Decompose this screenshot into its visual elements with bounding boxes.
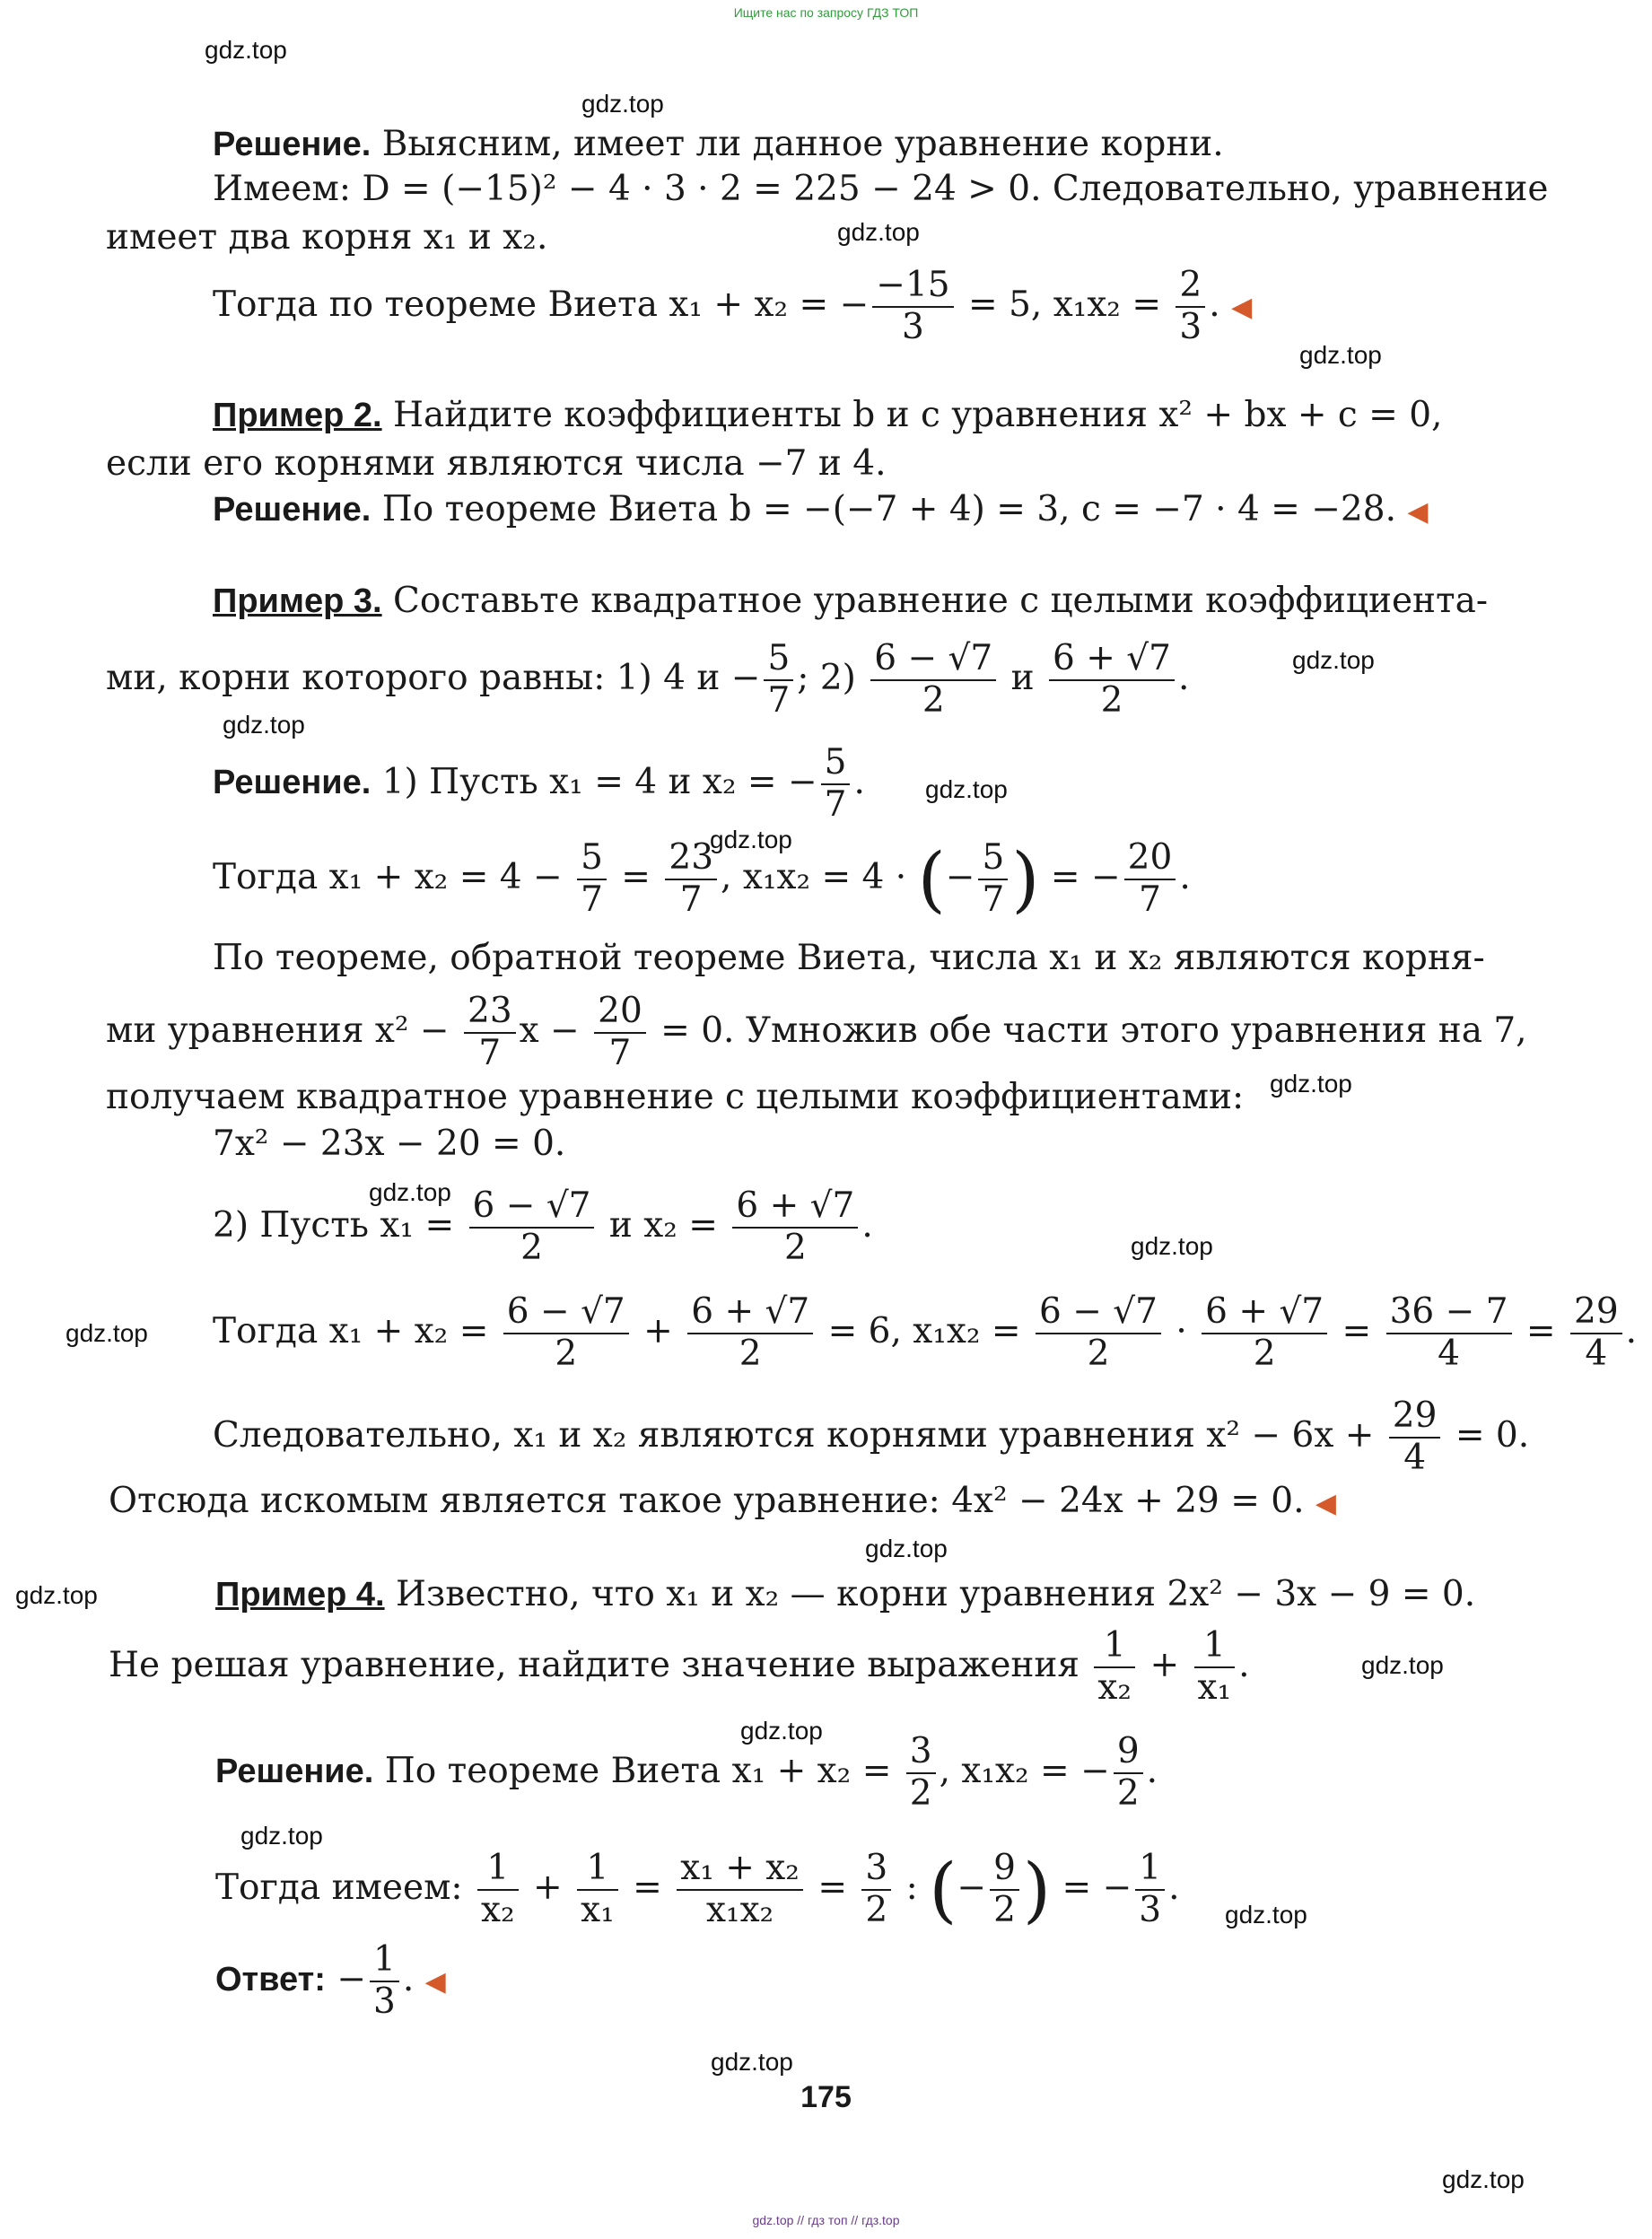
text: Выясним, имеет ли данное уравнение корни.	[371, 124, 1224, 164]
watermark: gdz.top	[1131, 1232, 1213, 1260]
watermark: gdz.top	[581, 90, 664, 118]
example-4-line: Пример 4. Известно, что x₁ и x₂ — корни уравнения 2x² − 3x − 9 = 0.	[215, 1574, 1476, 1614]
header-note: Ищите нас по запросу ГДЗ ТОП	[733, 5, 919, 20]
formula-line: ми, корни которого равны: 1) 4 и − $\frac{5}{7}$ ; 2) $\frac{6 - √7}{2}$ и $\frac{6 + √7}{2}$ .	[106, 638, 1190, 721]
page-number: 175	[800, 2080, 852, 2114]
fraction: $\frac{-15}{3}$	[872, 266, 953, 348]
solution-label: Решение.	[213, 126, 371, 163]
fraction: $\frac{6 + √7}{2}$	[1049, 639, 1175, 722]
watermark: gdz.top	[240, 1822, 323, 1850]
text-line: Отсюда искомым является такое уравнение: 4x² − 24x + 29 = 0. ◀	[109, 1481, 1336, 1521]
fraction: $\frac{36 - 7}{4}$	[1386, 1292, 1512, 1375]
solution-line: Решение. По теореме Виета x₁ + x₂ = $\frac{3}{2}$ , x₁x₂ = − $\frac{9}{2}$ .	[215, 1731, 1158, 1814]
watermark: gdz.top	[369, 1178, 451, 1206]
fraction: $\frac{2}{3}$	[1176, 266, 1205, 348]
formula-line: Тогда имеем: $\frac{1}{\text{x₂}}$ + $\frac{1}{\text{x₁}}$ = $\frac{\text{x₁ + x₂}}{\text{x₁x₂}}$ = $\frac{3}{2}$ : (− $\frac{9}{2}$ ) = − $\frac{1}{3}$ .	[215, 1848, 1180, 1931]
fraction: $\frac{1}{\text{x₂}}$	[477, 1849, 519, 1931]
fraction: $\frac{6 - √7}{2}$	[503, 1292, 629, 1375]
fraction: $\frac{23}{7}$	[464, 992, 516, 1074]
watermark: gdz.top	[740, 1717, 823, 1745]
solution-line: Решение. 1) Пусть x₁ = 4 и x₂ = − $\frac{5}{7}$ .	[213, 742, 865, 825]
watermark: gdz.top	[1442, 2165, 1525, 2193]
text-line: получаем квадратное уравнение с целыми коэффициентами:	[106, 1077, 1245, 1117]
answer-label: Ответ:	[215, 1960, 326, 1998]
watermark: gdz.top	[1299, 341, 1382, 369]
fraction: $\frac{23}{7}$	[665, 838, 717, 921]
watermark: gdz.top	[1292, 646, 1375, 674]
formula-line: Не решая уравнение, найдите значение выражения $\frac{1}{\text{x₂}}$ + $\frac{1}{\text{x₁}}$ .	[109, 1625, 1250, 1708]
fraction: $\frac{6 + √7}{2}$	[732, 1186, 858, 1269]
answer-line: Ответ: − $\frac{1}{3}$ . ◀	[215, 1939, 446, 2022]
text-line: если его корнями являются числа −7 и 4.	[106, 443, 887, 484]
solution-line: Решение. По теореме Виета b = −(−7 + 4) = 3, c = −7 · 4 = −28. ◀	[213, 489, 1429, 529]
example-2-line: Пример 2. Найдите коэффициенты b и c уравнения x² + bx + c = 0,	[213, 395, 1443, 435]
watermark: gdz.top	[1361, 1651, 1444, 1679]
watermark: gdz.top	[205, 36, 287, 64]
text-line: По теореме, обратной теореме Виета, числа x₁ и x₂ являются корня-	[213, 938, 1485, 978]
example-3-line: Пример 3. Составьте квадратное уравнение с целыми коэффициента-	[213, 581, 1489, 621]
fraction: $\frac{9}{2}$	[1114, 1732, 1143, 1815]
end-marker-icon: ◀	[1315, 1488, 1336, 1519]
formula-line: 2) Пусть x₁ = $\frac{6 - √7}{2}$ и x₂ = $\frac{6 + √7}{2}$ .	[213, 1185, 873, 1268]
fraction: $\frac{5}{7}$	[978, 838, 1008, 921]
text-line: имеет два корня x₁ и x₂.	[106, 217, 548, 258]
text-line: Имеем: D = (−15)² − 4 · 3 · 2 = 225 − 24 > 0. Следовательно, уравнение	[213, 169, 1549, 209]
text-line: 7x² − 23x − 20 = 0.	[213, 1124, 566, 1164]
fraction: $\frac{5}{7}$	[764, 639, 793, 722]
fraction: $\frac{20}{7}$	[594, 992, 646, 1074]
formula-line: Следовательно, x₁ и x₂ являются корнями уравнения x² − 6x + $\frac{29}{4}$ = 0.	[213, 1395, 1530, 1478]
fraction: $\frac{6 + √7}{2}$	[687, 1292, 813, 1375]
fraction: $\frac{6 - √7}{2}$	[1036, 1292, 1161, 1375]
fraction: $\frac{6 - √7}{2}$	[469, 1186, 595, 1269]
fraction: $\frac{1}{\text{x₁}}$	[1194, 1626, 1236, 1709]
watermark: gdz.top	[710, 826, 792, 853]
watermark: gdz.top	[865, 1535, 948, 1562]
end-marker-icon: ◀	[1231, 291, 1253, 323]
fraction: $\frac{1}{3}$	[1135, 1849, 1165, 1931]
fraction: $\frac{20}{7}$	[1124, 838, 1176, 921]
fraction: $\frac{1}{\text{x₁}}$	[577, 1849, 618, 1931]
fraction: $\frac{\text{x₁ + x₂}}{\text{x₁x₂}}$	[677, 1849, 803, 1931]
end-marker-icon: ◀	[424, 1965, 446, 1998]
example-label: Пример 2.	[213, 397, 382, 434]
fraction: $\frac{5}{7}$	[821, 743, 851, 826]
fraction: $\frac{29}{4}$	[1570, 1292, 1622, 1375]
formula-line: ми уравнения x² − $\frac{23}{7}$ x − $\frac{20}{7}$ = 0. Умножив обе части этого уравнения на 7,	[106, 991, 1527, 1073]
fraction: $\frac{3}{2}$	[861, 1849, 891, 1931]
watermark: gdz.top	[1270, 1070, 1352, 1098]
formula-line: Тогда x₁ + x₂ = $\frac{6 - √7}{2}$ + $\frac{6 + √7}{2}$ = 6, x₁x₂ = $\frac{6 - √7}{2}$ · $\frac{6 + √7}{2}$ = $\frac{36 - 7}{4}$ = $\frac{29}{4}$ .	[213, 1291, 1638, 1374]
fraction: $\frac{29}{4}$	[1389, 1396, 1441, 1479]
watermark: gdz.top	[66, 1319, 148, 1347]
watermark: gdz.top	[837, 218, 920, 246]
watermark: gdz.top	[711, 2048, 793, 2076]
fraction: $\frac{3}{2}$	[906, 1732, 936, 1815]
end-marker-icon: ◀	[1407, 496, 1429, 528]
fraction: $\frac{1}{3}$	[370, 1940, 399, 2023]
watermark: gdz.top	[925, 775, 1008, 803]
fraction: $\frac{6 + √7}{2}$	[1202, 1292, 1327, 1375]
watermark: gdz.top	[1225, 1901, 1307, 1929]
solution-line	[213, 124, 1224, 166]
fraction: $\frac{6 - √7}{2}$	[870, 639, 996, 722]
fraction: $\frac{9}{2}$	[990, 1849, 1019, 1931]
fraction: $\frac{1}{\text{x₂}}$	[1094, 1626, 1135, 1709]
formula-line: Тогда x₁ + x₂ = 4 − $\frac{5}{7}$ = $\frac{23}{7}$ , x₁x₂ = 4 · (− $\frac{5}{7}$ ) = − $\frac{20}{7}$ .	[213, 837, 1191, 921]
formula-line: Тогда по теореме Виета x₁ + x₂ = − $\frac{-15}{3}$ = 5, x₁x₂ = $\frac{2}{3}$ . ◀	[213, 265, 1253, 347]
footer-note: gdz.top // гдз топ // гдз.top	[752, 2213, 900, 2227]
watermark: gdz.top	[15, 1581, 98, 1609]
fraction: $\frac{5}{7}$	[577, 838, 607, 921]
watermark: gdz.top	[223, 711, 305, 739]
